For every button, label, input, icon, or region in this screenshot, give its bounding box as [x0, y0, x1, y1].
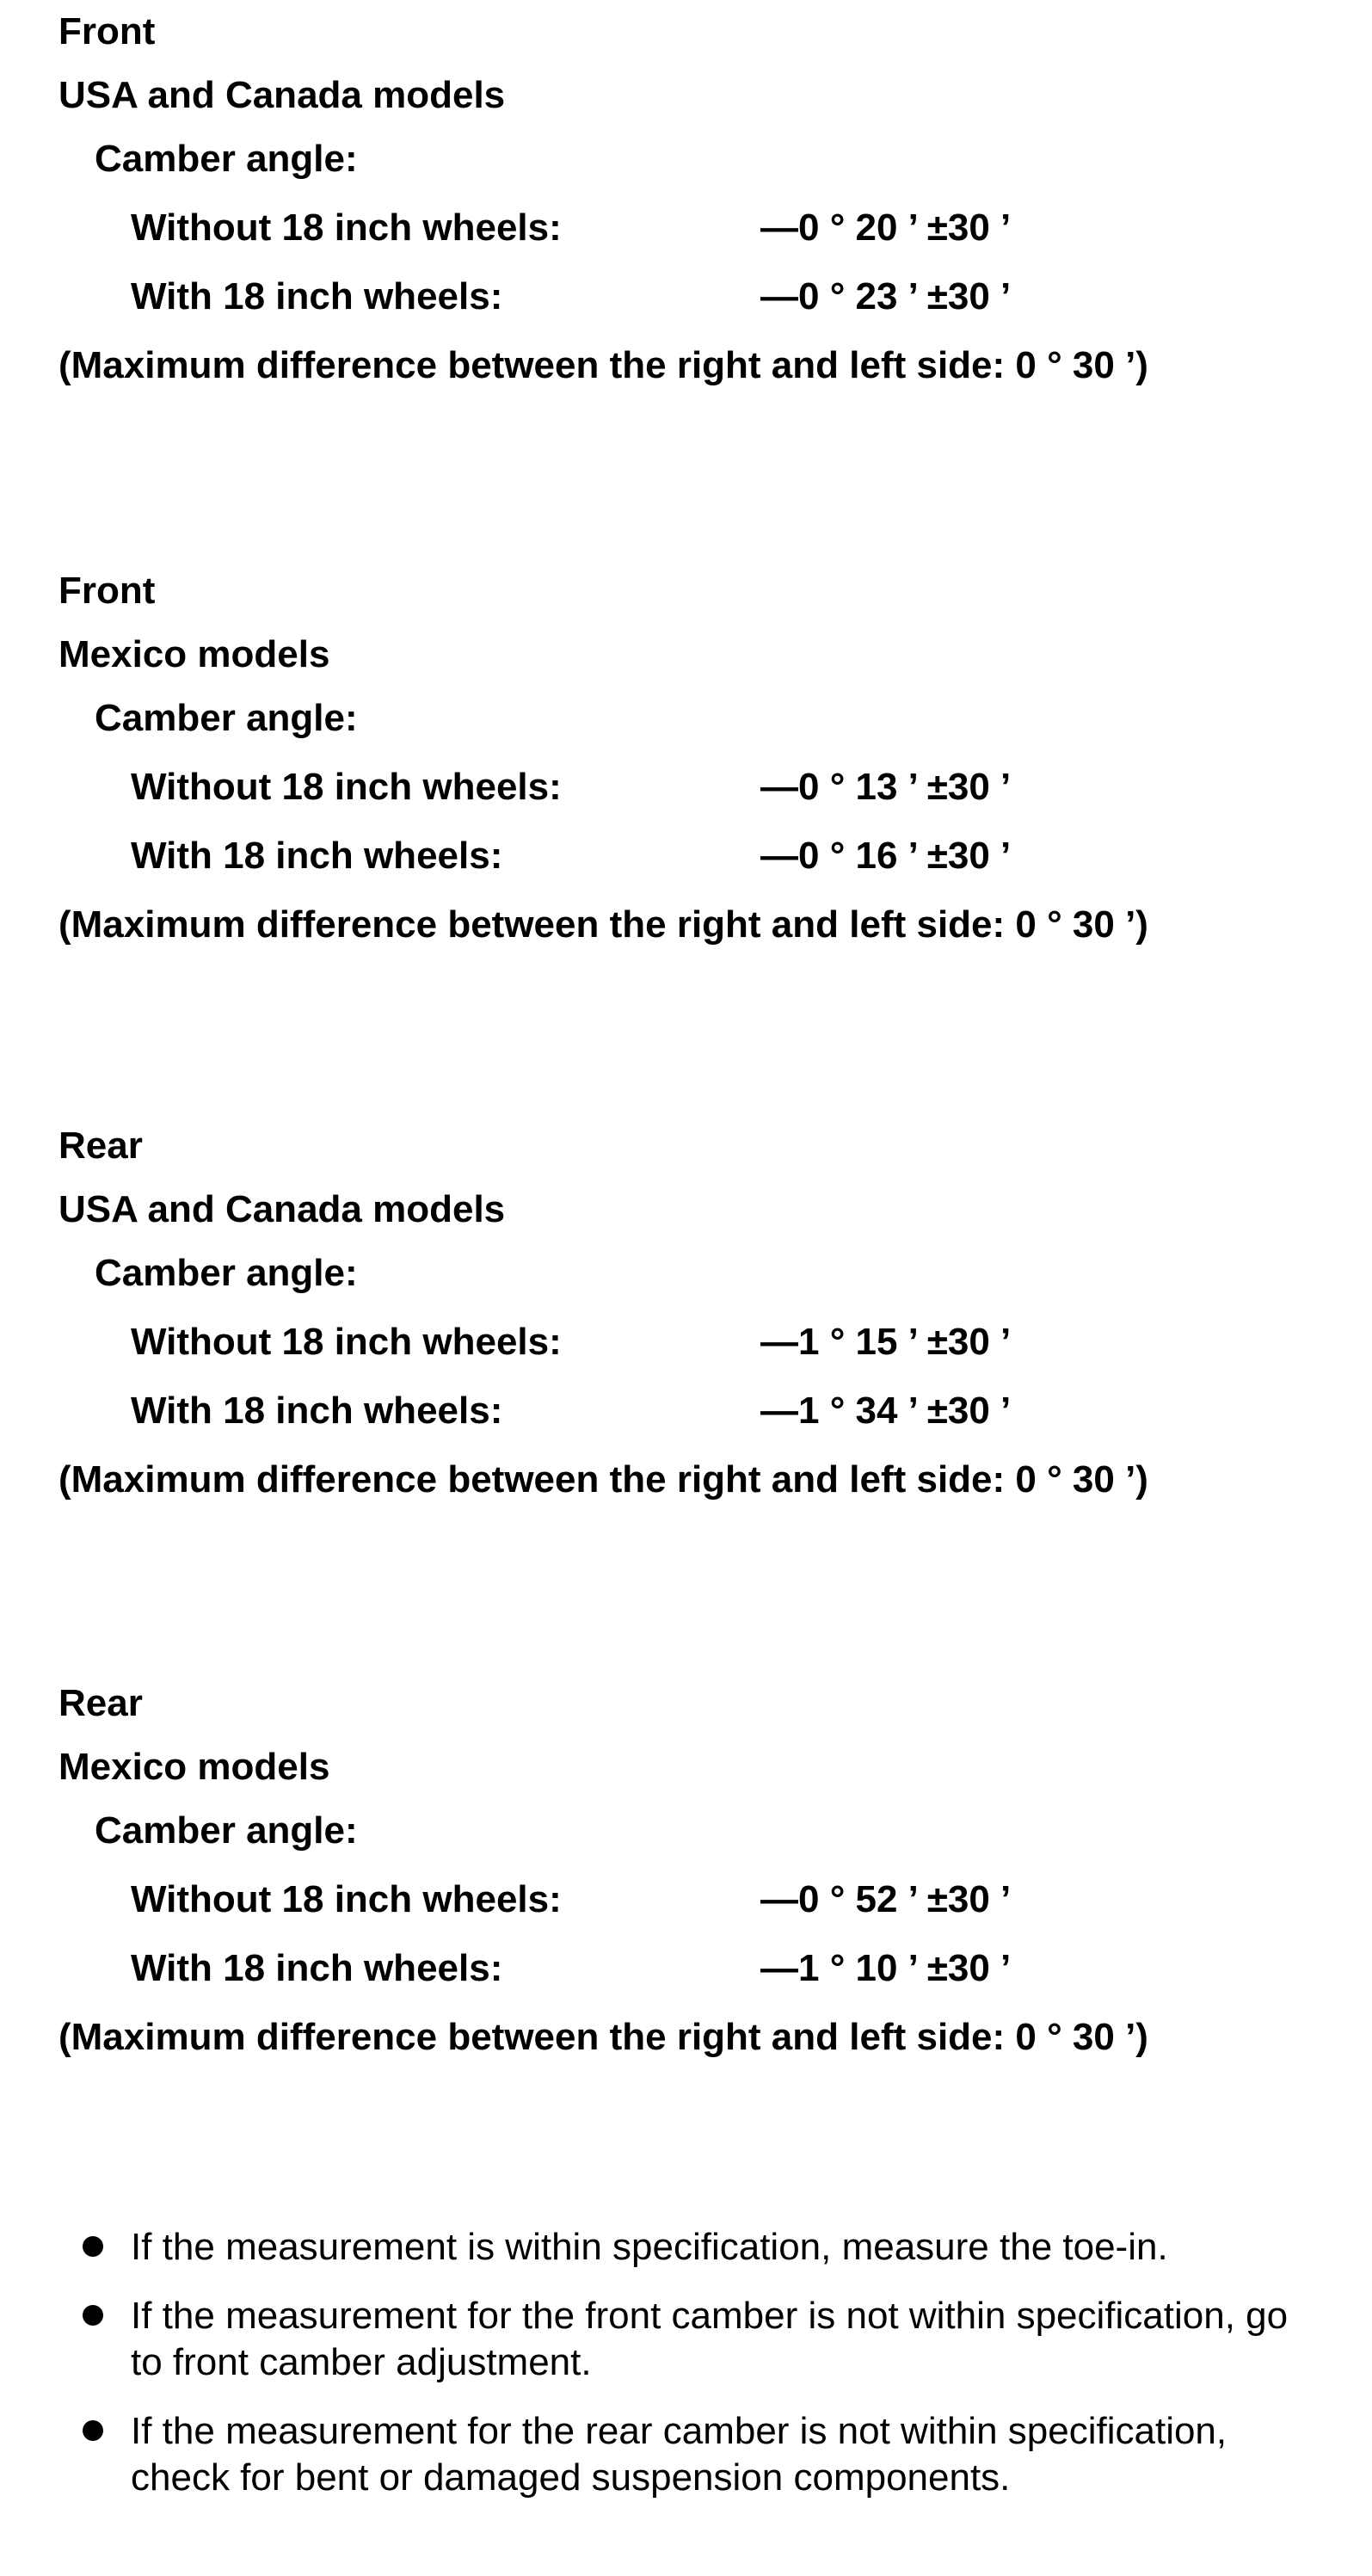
spec-section-rear-mexico — [58, 1680, 1263, 2061]
spec-row-label: With 18 inch wheels: — [131, 1947, 503, 1989]
models-label: Mexico models — [58, 1746, 330, 1788]
spec-row-value: —0 ° 20 ’ ±30 ’ — [760, 206, 1012, 249]
list-item — [83, 2293, 1318, 2386]
section-heading: Rear — [58, 1125, 143, 1167]
spec-row-label: Without 18 inch wheels: — [131, 766, 562, 808]
spec-row-value: —1 ° 34 ’ ±30 ’ — [760, 1390, 1012, 1432]
spec-section-front-mexico — [58, 568, 1263, 948]
spec-row-label: With 18 inch wheels: — [131, 835, 503, 877]
spec-row-without-18 — [58, 764, 1263, 810]
models-label: USA and Canada models — [58, 74, 506, 116]
spec-row-value: —0 ° 13 ’ ±30 ’ — [760, 766, 1012, 808]
instruction-list — [83, 2224, 1356, 2524]
max-difference-note: (Maximum difference between the right and left side: 0 ° 30 ’) — [58, 1458, 1148, 1501]
spec-row-label: With 18 inch wheels: — [131, 1390, 503, 1432]
spec-row-label: Without 18 inch wheels: — [131, 1321, 562, 1363]
camber-angle-label: Camber angle: — [95, 138, 358, 180]
camber-angle-label: Camber angle: — [95, 1252, 358, 1294]
spec-row-with-18 — [58, 1945, 1263, 1992]
bullet-icon — [83, 2305, 103, 2326]
models-label: Mexico models — [58, 633, 330, 675]
max-difference-note: (Maximum difference between the right and left side: 0 ° 30 ’) — [58, 903, 1148, 946]
spec-row-without-18 — [58, 1877, 1263, 1923]
section-heading: Front — [58, 570, 156, 612]
spec-row-value: —0 ° 52 ’ ±30 ’ — [760, 1878, 1012, 1920]
list-item-text: If the measurement for the rear camber is not within specification, check for bent or damaged suspension components. — [131, 2410, 1227, 2499]
spec-row-without-18 — [58, 1319, 1263, 1365]
max-difference-note: (Maximum difference between the right and left side: 0 ° 30 ’) — [58, 344, 1148, 386]
spec-row-with-18 — [58, 833, 1263, 879]
spec-row-with-18 — [58, 1388, 1263, 1434]
spec-row-value: —0 ° 23 ’ ±30 ’ — [760, 275, 1012, 317]
section-heading: Front — [58, 10, 156, 52]
spec-section-front-usa-canada — [58, 9, 1263, 389]
spec-row-label: Without 18 inch wheels: — [131, 1878, 562, 1920]
spec-row-label: Without 18 inch wheels: — [131, 206, 562, 249]
section-heading: Rear — [58, 1682, 143, 1724]
list-item — [83, 2408, 1318, 2501]
list-item-text: If the measurement for the front camber is not within specification, go to front camber adjustment. — [131, 2295, 1289, 2383]
models-label: USA and Canada models — [58, 1188, 506, 1230]
spec-row-value: —1 ° 10 ’ ±30 ’ — [760, 1947, 1012, 1989]
bullet-icon — [83, 2420, 103, 2441]
spec-section-rear-usa-canada — [58, 1123, 1263, 1503]
spec-row-value: —0 ° 16 ’ ±30 ’ — [760, 835, 1012, 877]
list-item-text: If the measurement is within specification, measure the toe-in. — [131, 2226, 1168, 2268]
camber-angle-label: Camber angle: — [95, 697, 358, 739]
spec-row-label: With 18 inch wheels: — [131, 275, 503, 317]
max-difference-note: (Maximum difference between the right and left side: 0 ° 30 ’) — [58, 2016, 1148, 2058]
spec-row-value: —1 ° 15 ’ ±30 ’ — [760, 1321, 1012, 1363]
list-item — [83, 2224, 1318, 2271]
camber-angle-label: Camber angle: — [95, 1809, 358, 1852]
spec-row-with-18 — [58, 274, 1263, 320]
bullet-icon — [83, 2236, 103, 2257]
spec-row-without-18 — [58, 205, 1263, 251]
